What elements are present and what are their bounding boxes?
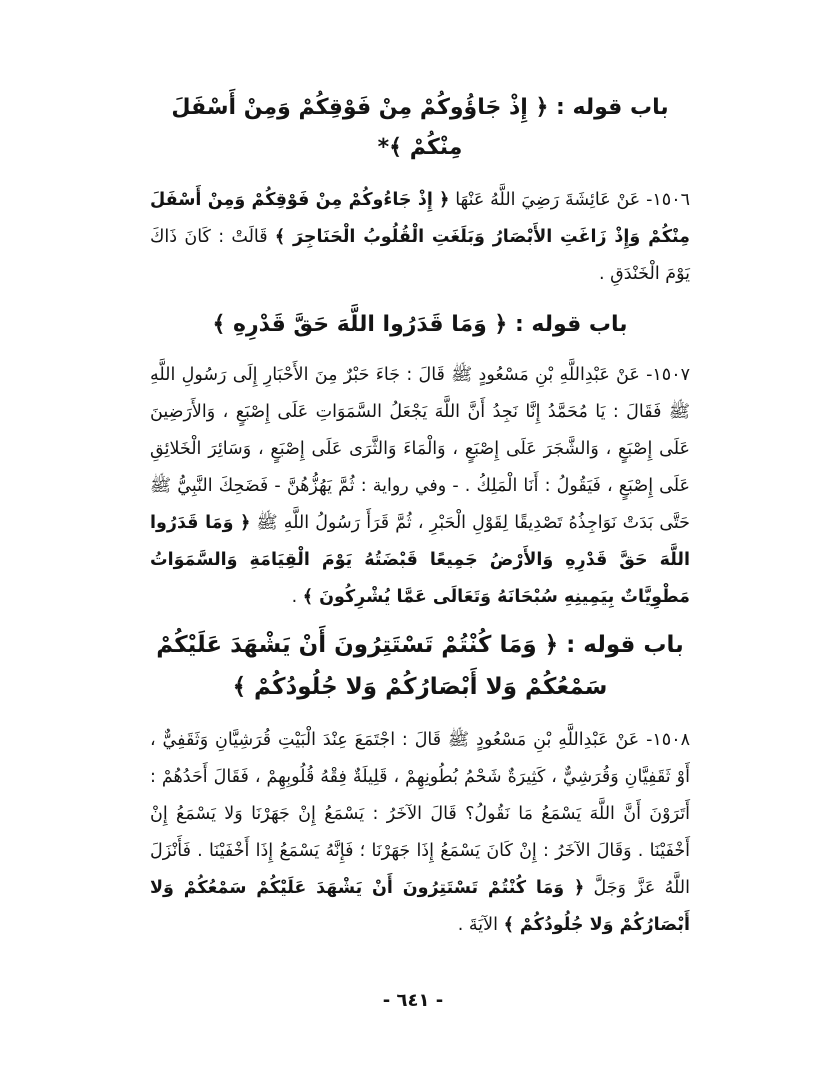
quran-quote: ﴿ إِذْ جَاءُوكُمْ مِنْ فَوْقِكُمْ وَمِنْ أَسْفَلَ مِنْكُمْ وَإِذْ زَاغَتِ الأَبْصَارُ وَبَلَغَتِ الْقُلُوبُ الْحَنَاجِرَ ﴾ bbox=[150, 190, 690, 247]
hadith-number: ١٥٠٦- bbox=[646, 190, 690, 210]
chapter-heading-1: باب قوله : ﴿ إِذْ جَاؤُوكُمْ مِنْ فَوْقِكُمْ وَمِنْ أَسْفَلَ مِنْكُمْ ﴾* bbox=[171, 95, 669, 160]
hadith-text-end: . bbox=[291, 587, 303, 607]
hadith-1507 bbox=[150, 357, 690, 616]
hadith-text: عَنْ عَائِشَةَ رَضِيَ اللَّهُ عَنْهَا bbox=[449, 190, 647, 210]
hadith-number: ١٥٠٧- bbox=[646, 365, 690, 385]
chapter-heading-2: باب قوله : ﴿ وَمَا قَدَرُوا اللَّهَ حَقَّ قَدْرِهِ ﴾ bbox=[212, 312, 628, 337]
chapter-heading-3: باب قوله : ﴿ وَمَا كُنْتُمْ تَسْتَتِرُونَ أَنْ يَشْهَدَ عَلَيْكُمْ سَمْعُكُمْ وَلا أَبْصَارُكُمْ وَلا جُلُودُكُمْ ﴾ bbox=[156, 632, 684, 700]
quran-quote: ﴿ وَمَا قَدَرُوا اللَّهَ حَقَّ قَدْرِهِ وَالأَرْضُ جَمِيعًا قَبْضَتُهُ يَوْمَ الْقِيَامَةِ وَالسَّمَوَاتُ مَطْوِيَّاتٌ بِيَمِينِهِ سُبْحَانَهُ وَتَعَالَى عَمَّا يُشْرِكُونَ ﴾ bbox=[150, 513, 690, 607]
hadith-text: عَنْ عَبْدِاللَّهِ بْنِ مَسْعُودٍ ﷺ قَالَ : جَاءَ حَبْرٌ مِنَ الأَحْبَارِ إِلَى رَسُولِ اللَّهِ ﷺ فَقَالَ : يَا مُحَمَّدُ إِنَّا نَجِدُ أَنَّ اللَّهَ يَجْعَلُ السَّمَوَاتِ عَلَى إِصْبَعٍ ، وَالأَرَضِينَ عَلَى إِصْبَعٍ ، وَالشَّجَرَ عَلَى إِصْبَعٍ ، وَالْمَاءَ وَالثَّرَى عَلَى إِصْبَعٍ ، وَسَائِرَ الْخَلائِقِ عَلَى إِصْبَعٍ ، فَيَقُولُ : أَنَا الْمَلِكُ . - وفي رواية : ثُمَّ يَهُزُّهُنَّ - فَضَحِكَ النَّبِيُّ ﷺ حَتَّى بَدَتْ نَوَاجِذُهُ تَصْدِيقًا لِقَوْلِ الْحَبْرِ ، ثُمَّ قَرَأَ رَسُولُ اللَّهِ ﷺ bbox=[150, 365, 690, 533]
page-number: - ٦٤١ - bbox=[382, 990, 444, 1011]
hadith-1506 bbox=[150, 182, 690, 293]
hadith-1508 bbox=[150, 722, 690, 944]
hadith-text-end: الآيَةَ . bbox=[457, 915, 504, 935]
quran-quote: ﴿ وَمَا كُنْتُمْ تَسْتَتِرُونَ أَنْ يَشْهَدَ عَلَيْكُمْ سَمْعُكُمْ وَلا أَبْصَارُكُمْ وَلا جُلُودُكُمْ ﴾ bbox=[150, 878, 690, 935]
hadith-text-end: قَالَتْ : كَانَ ذَاكَ يَوْمَ الْخَنْدَقِ . bbox=[150, 227, 690, 284]
page-body bbox=[150, 88, 690, 944]
hadith-number: ١٥٠٨- bbox=[646, 730, 690, 750]
hadith-text: عَنْ عَبْدِاللَّهِ بْنِ مَسْعُودٍ ﷺ قَالَ : اجْتَمَعَ عِنْدَ الْبَيْتِ قُرَشِيَّانِ وَثَقَفِيٌّ ، أَوْ ثَقَفِيَّانِ وَقُرَشِيٌّ ، كَثِيرَةٌ شَحْمُ بُطُونِهِمْ ، قَلِيلَةٌ فِقْهُ قُلُوبِهِمْ ، فَقَالَ أَحَدُهُمْ : أَتَرَوْنَ أَنَّ اللَّهَ يَسْمَعُ مَا نَقُولُ؟ قَالَ الآخَرُ : يَسْمَعُ إِنْ جَهَرْنَا وَلا يَسْمَعُ إِنْ أَخْفَيْنَا . وَقَالَ الآخَرُ : إِنْ كَانَ يَسْمَعُ إِذَا جَهَرْنَا ؛ فَإِنَّهُ يَسْمَعُ إِذَا أَخْفَيْنَا . فَأَنْزَلَ اللَّهُ عَزَّ وَجَلَّ bbox=[150, 730, 690, 898]
